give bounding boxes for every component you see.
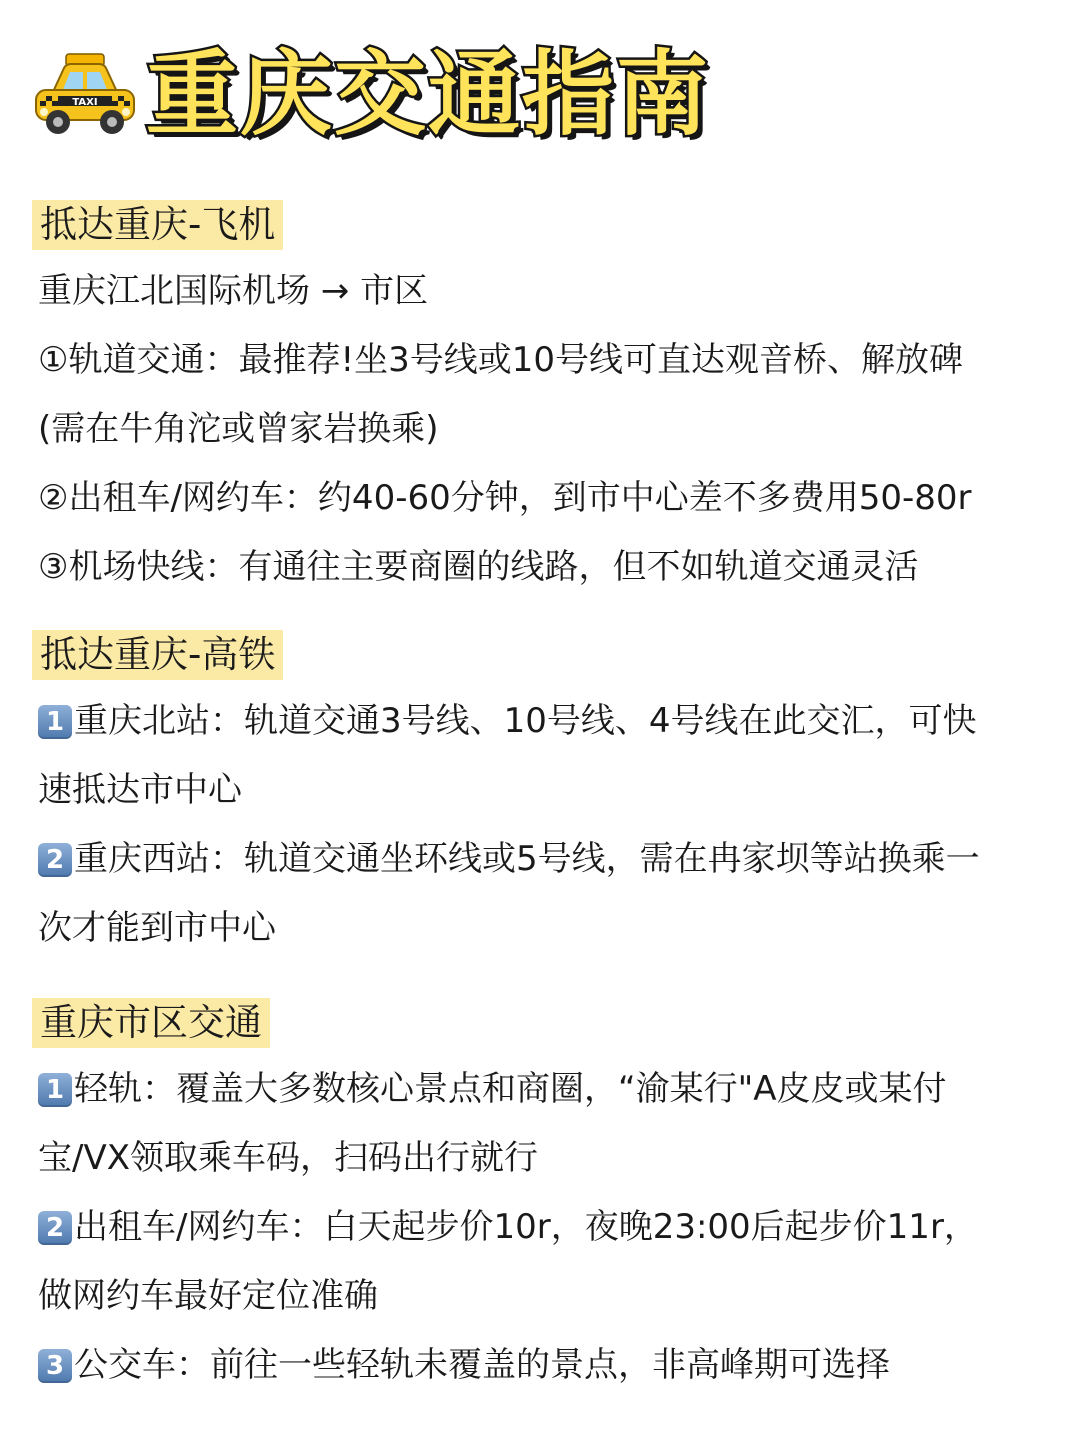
section-heading-city: 重庆市区交通 <box>32 998 270 1048</box>
list-item-text: 重庆北站：轨道交通3号线、10号线、4号线在此交汇，可快 <box>74 701 977 741</box>
list-item-text: 出租车/网约车：白天起步价10r，夜晚23:00后起步价11r， <box>74 1207 978 1247</box>
number-1-icon: 1 <box>38 705 72 739</box>
list-item-continuation: 速抵达市中心 <box>38 770 242 810</box>
number-3-icon: 3 <box>38 1349 72 1383</box>
number-2-icon: 2 <box>38 1211 72 1245</box>
list-item-continuation: 做网约车最好定位准确 <box>38 1276 378 1316</box>
taxi-icon <box>30 50 140 140</box>
svg-text:TAXI: TAXI <box>72 97 98 108</box>
list-item-continuation: 次才能到市中心 <box>38 908 276 948</box>
list-item <box>38 1342 890 1388</box>
list-item-text: 公交车：前往一些轻轨未覆盖的景点，非高峰期可选择 <box>74 1345 890 1385</box>
list-item-text: 轻轨：覆盖大多数核心景点和商圈，“渝某行"A皮皮或某付 <box>74 1069 947 1109</box>
airport-metro-line: ①轨道交通：最推荐!坐3号线或10号线可直达观音桥、解放碑 <box>38 340 964 380</box>
list-item <box>38 836 980 882</box>
number-1-icon: 1 <box>38 1073 72 1107</box>
number-2-icon: 2 <box>38 843 72 877</box>
list-item <box>38 698 977 744</box>
list-item <box>38 1066 947 1112</box>
airport-route-line: 重庆江北国际机场 → 市区 <box>38 271 429 311</box>
title-row <box>30 40 710 150</box>
airport-taxi-line: ②出租车/网约车：约40-60分钟，到市中心差不多费用50-80r <box>38 478 972 518</box>
page-title: 重庆交通指南 <box>146 41 711 148</box>
list-item-text: 重庆西站：轨道交通坐环线或5号线，需在冉家坝等站换乘一 <box>74 839 980 879</box>
airport-express-line: ③机场快线：有通往主要商圈的线路，但不如轨道交通灵活 <box>38 547 919 587</box>
airport-metro-note: (需在牛角沱或曾家岩换乘) <box>38 409 439 449</box>
list-item-continuation: 宝/VX领取乘车码，扫码出行就行 <box>38 1138 539 1178</box>
section-heading-airplane: 抵达重庆-飞机 <box>32 200 283 250</box>
list-item <box>38 1204 978 1250</box>
section-heading-rail: 抵达重庆-高铁 <box>32 630 283 680</box>
